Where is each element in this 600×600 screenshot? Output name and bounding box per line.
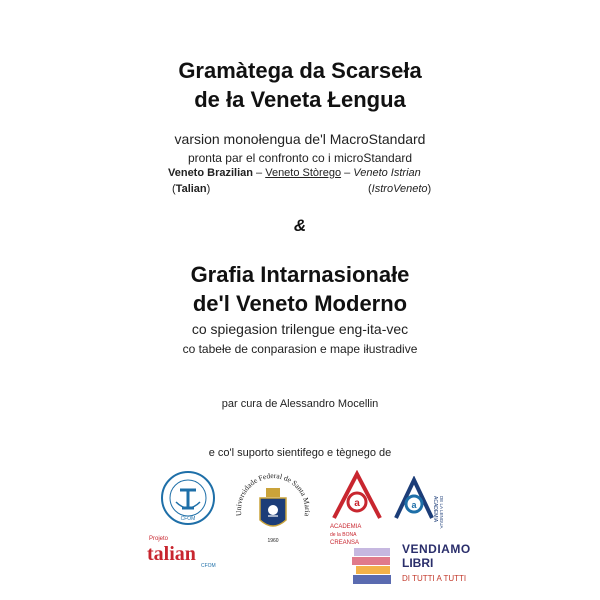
academia-red-line2: de la BONA xyxy=(330,532,357,538)
academia-red-line1: ACADEMIA xyxy=(330,524,362,530)
watermark-line2: LIBRI xyxy=(402,556,434,570)
variant-brazilian: Veneto Brazilian xyxy=(168,167,253,179)
academia-red-line3: CREANSA xyxy=(330,540,360,546)
second-title-line1: Grafia Intarnasionałe xyxy=(190,262,410,287)
svg-text:CFOM: CFOM xyxy=(180,516,196,522)
second-title xyxy=(0,260,600,318)
talian-logo-cfom: CFOM xyxy=(201,563,216,569)
variant-talian: (Talian) xyxy=(172,183,211,195)
ampersand: & xyxy=(293,216,307,235)
variant-dash: – xyxy=(252,167,266,179)
academia-bona-creansa-logo xyxy=(326,470,388,550)
main-title-line2: de ła Veneta Łengua xyxy=(194,87,406,112)
vendiamo-libri-watermark xyxy=(350,540,500,590)
variants-row xyxy=(168,167,421,179)
watermark-line1: VENDIAMO xyxy=(402,542,471,556)
svg-text:a: a xyxy=(354,498,360,509)
variant-dash: – xyxy=(341,167,354,179)
second-title-line2: de'l Veneto Moderno xyxy=(192,291,408,316)
academia-lengua-logo xyxy=(390,476,446,546)
talian-logo-project: Projeto xyxy=(149,536,169,542)
variant-istrian: Veneto Istrian xyxy=(353,167,421,179)
curator-credit: par cura de Alessandro Mocellin xyxy=(221,398,379,410)
talian-project-logo xyxy=(143,530,223,570)
commission-seal-logo xyxy=(160,470,216,526)
variant-istroveneto: (IstroVeneto) xyxy=(368,183,432,195)
subtitle-line2: pronta par el confronto co i microStandard xyxy=(187,151,413,165)
main-title xyxy=(0,56,600,114)
variants-block xyxy=(168,167,458,201)
subtitle-line1: varsion monołengua de'l MacroStandard xyxy=(174,131,426,147)
book-stack-icon xyxy=(350,544,398,588)
university-year: 1960 xyxy=(267,538,279,544)
support-credit: e co'l suporto sientifego e tègnego de xyxy=(208,447,392,459)
watermark-line3: DI TUTTI A TUTTI xyxy=(402,574,467,583)
svg-text:a: a xyxy=(411,500,417,510)
university-seal-logo xyxy=(232,468,314,550)
talian-logo-word: talian xyxy=(147,543,196,565)
second-subtitle-line1: co spiegasion trilengue eng-ita-vec xyxy=(191,321,409,337)
university-arc-text: Universidade Federal de Santa Maria xyxy=(233,471,313,517)
academia-blue-line2: DE LA LENGUA xyxy=(439,496,444,529)
main-title-line1: Gramàtega da Scarseła xyxy=(178,58,422,83)
variant-storego: Veneto Stòrego xyxy=(265,167,342,179)
academia-blue-line1: ACADEMIA xyxy=(432,496,438,523)
second-subtitle-line2: co tabełe de conparasion e mape iłustradive xyxy=(182,342,418,356)
